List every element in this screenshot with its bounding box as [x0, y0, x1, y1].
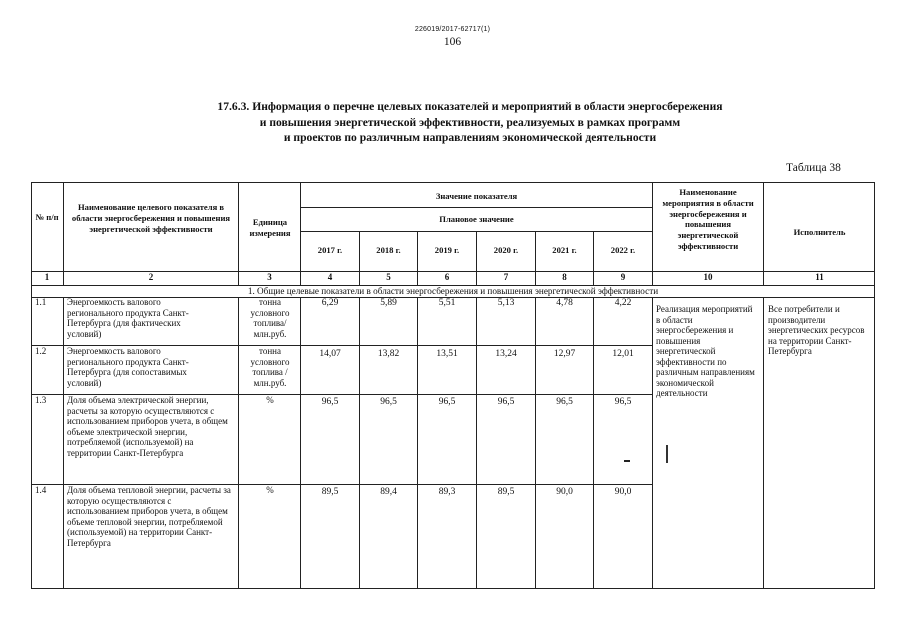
row-3-value-2022: 96,5: [614, 397, 632, 407]
page-number: 106: [443, 36, 462, 48]
header-planned: Плановое значение: [439, 214, 514, 224]
row-3-value-2021: 96,5: [556, 397, 573, 407]
row-4-value-2018: 89,4: [380, 487, 397, 497]
row-4-name: Доля объема тепловой энергии, расчеты за которую осуществляются с использованием приборов учета, в общем объеме тепловой энергии, потребляемой (используемой) на территории Санкт-Петербурга: [67, 485, 231, 548]
row-1-value-2019: 5,51: [438, 298, 456, 308]
row-1-name: Энергоемкость валового регионального продукта Санкт-Петербурга (для фактических условий): [67, 297, 189, 339]
indicator-table: [31, 182, 875, 589]
header-executor: Исполнитель: [793, 227, 846, 237]
row-1-value-2017: 6,29: [321, 298, 339, 308]
colnum-10: 10: [703, 272, 713, 282]
header-value: Значение показателя: [435, 191, 518, 201]
row-2-num: 1.2: [35, 346, 47, 356]
row-3-name: Доля объема электрической энергии, расчеты за которую осуществляются с использованием приборов учета, в общем объеме электрической энергии, потребляемой (используемой) на территории Санкт-Петербурга: [67, 395, 228, 458]
row-4-value-2019: 89,3: [438, 487, 456, 497]
page-title: [140, 99, 800, 146]
header-year-2019: 2019 г.: [434, 245, 460, 255]
row-2-value-2020: 13,24: [495, 349, 517, 359]
colnum-3: 3: [267, 272, 272, 282]
row-1-value-2018: 5,89: [380, 298, 397, 308]
row-2-value-2022: 12,01: [612, 349, 634, 359]
row-4-value-2017: 89,5: [321, 487, 339, 497]
colnum-9: 9: [620, 272, 626, 282]
title-line-2: и повышения энергетической эффективности, реализуемых в рамках программ: [259, 115, 681, 129]
row-3-value-2019: 96,5: [438, 397, 456, 407]
row-3-value-2020: 96,5: [497, 397, 515, 407]
row-3-value-2018: 96,5: [380, 397, 397, 407]
row-1-value-2021: 4,78: [556, 298, 573, 308]
row-1-unit: тонна условного топлива/ млн.руб.: [250, 297, 290, 339]
header-year-2018: 2018 г.: [376, 245, 401, 255]
row-2-value-2019: 13,51: [436, 349, 458, 359]
section-title: 1. Общие целевые показатели в области энергосбережения и повышения энергетической эффективности: [247, 286, 659, 296]
header-year-2020: 2020 г.: [493, 245, 519, 255]
executor-text: Все потребители и производители энергетических ресурсов на территории Санкт-Петербурга: [768, 304, 865, 356]
row-3-num: 1.3: [35, 395, 47, 405]
colnum-5: 5: [386, 272, 391, 282]
row-3-unit: %: [266, 395, 274, 405]
row-2-name: Энергоемкость валового регионального продукта Санкт-Петербурга (для сопоставимых условий): [67, 346, 189, 388]
colnum-2: 2: [148, 272, 154, 282]
header-num: № п/п: [35, 212, 59, 222]
row-2-value-2018: 13,82: [377, 349, 400, 359]
colnum-8: 8: [562, 272, 567, 282]
colnum-1: 1: [44, 272, 50, 282]
row-2-unit: тонна условного топлива / млн.руб.: [250, 346, 290, 388]
header-year-2017: 2017 г.: [317, 245, 343, 255]
title-line-3: и проектов по различным направлениям экономической деятельности: [283, 131, 657, 144]
scan-edge-mark: [666, 445, 668, 463]
header-indicator-name: Наименование целевого показателя в области энергосбережения и повышения энергетической эффективности: [71, 202, 231, 234]
measure-text: Реализация мероприятий в области энергосбережения и повышения энергетической эффективности по различным направлениям экономической деятельности: [656, 304, 755, 398]
header-year-2022: 2022 г.: [610, 245, 636, 255]
table-label: Таблица 38: [786, 162, 841, 174]
row-4-value-2020: 89,5: [497, 487, 515, 497]
row-3-value-2017: 96,5: [321, 397, 339, 407]
row-1-value-2022: 4,22: [614, 298, 632, 308]
colnum-6: 6: [444, 272, 450, 282]
colnum-7: 7: [503, 272, 509, 282]
row-1-num: 1.1: [35, 297, 47, 307]
row-2-value-2017: 14,07: [319, 349, 341, 359]
row-2-value-2021: 12,97: [553, 349, 576, 359]
scan-mark: [624, 460, 630, 462]
header-year-2021: 2021 г.: [552, 245, 577, 255]
row-4-unit: %: [266, 485, 274, 495]
header-measure: Наименование мероприятия в области энергосбережения и повышения энергетической эффективности: [662, 187, 754, 251]
row-4-value-2021: 90,0: [556, 487, 573, 497]
colnum-11: 11: [815, 272, 824, 282]
colnum-4: 4: [327, 272, 333, 282]
row-4-value-2022: 90,0: [614, 487, 632, 497]
title-line-1: 17.6.3. Информация о перечне целевых показателей и мероприятий в области энергосбережения: [217, 100, 723, 113]
row-1-value-2020: 5,13: [497, 298, 515, 308]
row-4-num: 1.4: [35, 485, 47, 495]
header-unit: Единица измерения: [249, 217, 291, 238]
document-id: 226019/2017-62717(1): [414, 26, 491, 33]
